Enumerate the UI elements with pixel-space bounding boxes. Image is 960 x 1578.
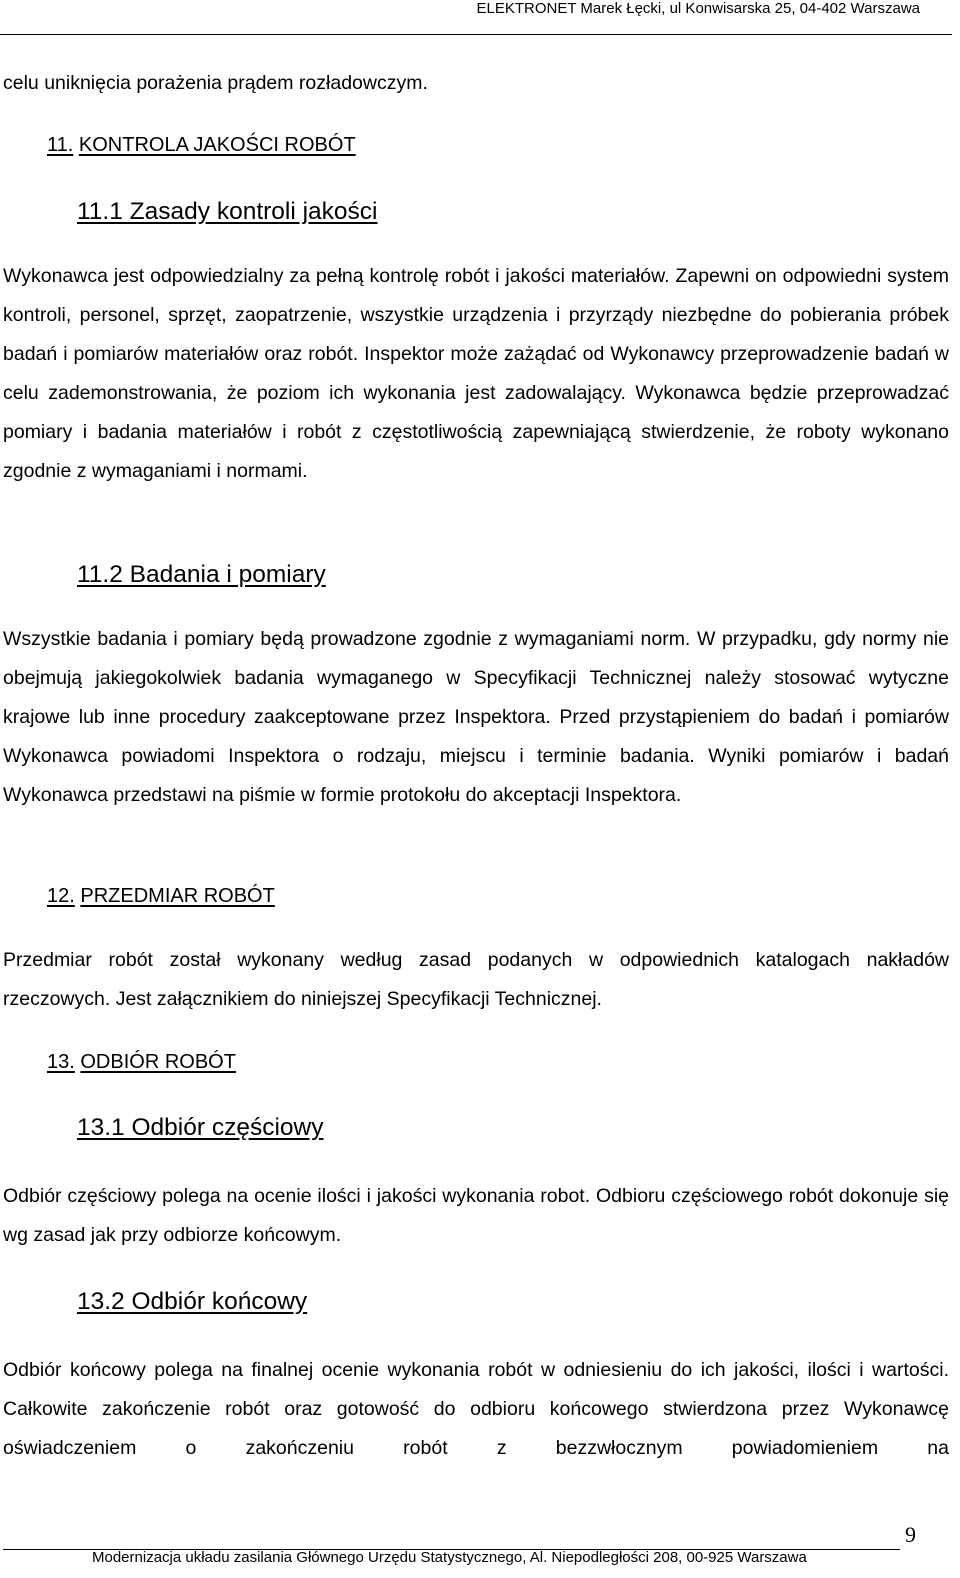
section-13-number: 13. (47, 1051, 75, 1073)
section-13-1-paragraph: Odbiór częściowy polega na ocenie ilości i jakości wykonania robot. Odbioru częściowego robót dokonuje się wg zasad jak przy odbiorze końcowym. (3, 1185, 949, 1246)
section-12-number: 12. (47, 885, 75, 907)
section-13-2-heading (77, 1287, 307, 1317)
intro-paragraph: celu uniknięcia porażenia prądem rozładowczym. (3, 72, 428, 94)
section-13-1-heading (77, 1113, 323, 1143)
section-11-1-title: 11.1 Zasady kontroli jakości (77, 198, 378, 225)
page-number: 9 (905, 1522, 916, 1547)
section-12-title: PRZEDMIAR ROBÓT (80, 885, 275, 907)
section-13-title: ODBIÓR ROBÓT (80, 1051, 236, 1073)
section-11-1-heading (77, 197, 378, 227)
section-13-1-title: 13.1 Odbiór częściowy (77, 1114, 324, 1141)
section-13-heading (47, 1050, 236, 1074)
section-11-heading (47, 133, 356, 157)
section-12-paragraph: Przedmiar robót został wykonany według zasad podanych w odpowiednich katalogach nakładów rzeczowych. Jest załącznikiem do niniejszej Specyfikacji Technicznej. (3, 949, 949, 1010)
section-13-2-paragraph: Odbiór końcowy polega na finalnej ocenie wykonania robót w odniesieniu do ich jakości, ilości i wartości. Całkowite zakończenie robót oraz gotowość do odbioru końcowego stwierdzona przez Wykonawcę oświadczeniem o zakończeniu robót z bezzwłocznym powiadomieniem na (3, 1359, 949, 1459)
section-13-2-title: 13.2 Odbiór końcowy (77, 1288, 308, 1315)
section-11-title: KONTROLA JAKOŚCI ROBÓT (78, 134, 356, 156)
page-header: ELEKTRONET Marek Łęcki, ul Konwisarska 25, 04-402 Warszawa (476, 0, 920, 17)
page-footer: Modernizacja układu zasilania Głównego Urzędu Statystycznego, Al. Niepodległości 208, 00-925 Warszawa (92, 1549, 807, 1566)
section-11-1-paragraph: Wykonawca jest odpowiedzialny za pełną kontrolę robót i jakości materiałów. Zapewni on odpowiedni system kontroli, personel, sprzęt, zaopatrzenie, wszystkie urządzenia i przyrządy niezbędne do pobierania próbek badań i pomiarów materiałów oraz robót. Inspektor może zażądać od Wykonawcy przeprowadzenie badań w celu zademonstrowania, że poziom ich wykonania jest zadowalający. Wykonawca będzie przeprowadzać pomiary i badania materiałów i robót z częstotliwością zapewniającą stwierdzenie, że roboty wykonano zgodnie z wymaganiami i normami. (3, 265, 949, 482)
section-12-heading (47, 884, 275, 908)
section-11-2-paragraph: Wszystkie badania i pomiary będą prowadzone zgodnie z wymaganiami norm. W przypadku, gdy normy nie obejmują jakiegokolwiek badania wymaganego w Specyfikacji Technicznej należy stosować wytyczne krajowe lub inne procedury zaakceptowane przez Inspektora. Przed przystąpieniem do badań i pomiarów Wykonawca powiadomi Inspektora o rodzaju, miejscu i terminie badania. Wyniki pomiarów i badań Wykonawca przedstawi na piśmie w formie protokołu do akceptacji Inspektora. (3, 628, 949, 806)
section-11-number: 11. (47, 134, 74, 156)
section-11-2-heading (77, 560, 326, 590)
header-divider (0, 34, 952, 35)
section-11-2-title: 11.2 Badania i pomiary (77, 561, 326, 588)
